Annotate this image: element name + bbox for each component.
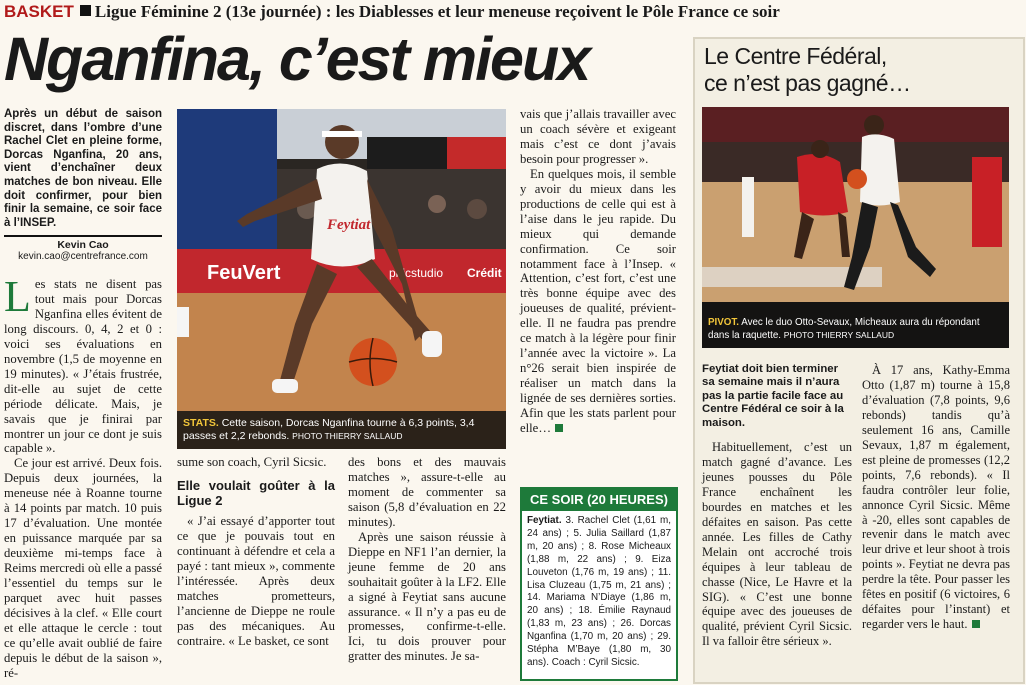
col2-paragraph-2: « J’ai essayé d’apporter tout ce que je pouvais tout en continuant à défendre et cela a payé : tant mieux », commente l’intéressée. Après deux matches prometteurs, l’ancienne de Dieppe ne roule pas des mécaniques. Au contraire. « Le basket, ce sont bbox=[177, 513, 335, 648]
subheading: Elle voulait goûter à la Ligue 2 bbox=[177, 477, 335, 508]
ce-soir-title: CE SOIR (20 HEURES) bbox=[522, 489, 676, 511]
jersey-text: Feytiat bbox=[327, 217, 371, 233]
ce-soir-box bbox=[520, 487, 678, 681]
lead-paragraph: Après un début de saison discret, dans l’ombre d’une Rachel Clet en pleine forme, Dorcas Nganfina, 20 ans, vient d’enchaîner deux matches de bon niveau. Elle doit confirmer, pour bien finir la semaine, ce soir face à l’INSEP. bbox=[4, 108, 162, 229]
sidebar-col2-paragraph bbox=[862, 363, 1010, 632]
photo2-caption-label: PIVOT. bbox=[708, 317, 740, 328]
col3-paragraph-1: des bons et des mauvais matches », assure-t-elle au moment de commenter sa saison (5,8 d’évaluation en 22 minutes). bbox=[348, 455, 506, 529]
sign-credit: Crédit bbox=[467, 266, 502, 280]
drop-cap: L bbox=[4, 272, 31, 321]
sidebar-lead: Feytiat doit bien terminer sa semaine mais il n’aura pas la partie facile face au Centre Fédéral ce soir à la maison. bbox=[702, 363, 844, 429]
sidebar-title-line-1: Le Centre Fédéral, bbox=[704, 43, 887, 69]
author-name: Kevin Cao bbox=[57, 239, 109, 251]
photo-pivot bbox=[702, 107, 1009, 348]
sign-feuvert: FeuVert bbox=[207, 262, 281, 284]
sidebar-end-mark bbox=[972, 620, 980, 628]
photo-caption bbox=[183, 417, 500, 443]
caption-text: Cette saison, Dorcas Nganfina tourne à 6,3 points, 3,4 passes et 2,2 rebonds. bbox=[183, 417, 475, 442]
sidebar-col2-text: À 17 ans, Kathy-Emma Otto (1,87 m) tourne à 15,8 d’évaluation (7,8 points, 9,6 rebonds) tandis qu’à seulement 16 ans, Camille Sevaux, 1,87 m également, est pleine de promesses (12,2 points, 7,6 rebonds). « Il faudra contrôler leur folie, annonce Cyril Sicsic. Même à -20, elles sont capables de revenir dans le match avec leur drive et leur shoot à trois points ». Feytiat ne devra pas perdre la tête. Pour passer les fêtes en positif (6 victoires, 6 défaites pour l’instant) et regarder vers le haut. bbox=[862, 363, 1010, 632]
sidebar-col1-paragraph: Habituellement, c’est un match gagné d’avance. Les jeunes pousses du Pôle France enchaînent les bourdes en matches et les défaites en saison. Pas cette année. Les filles de Cathy Melain ont accroché trois équipes à leur tableau de chasse (Nice, Le Havre et la SIG). « C’est une bonne équipe avec des joueuses de qualité, prévient Cyril Sicsic. Il va falloir être sérieux ». bbox=[702, 440, 852, 649]
photo2-illustration bbox=[702, 107, 1009, 348]
article-column-3 bbox=[348, 455, 506, 664]
photo2-caption-text: Avec le duo Otto-Sevaux, Micheaux aura du répondant dans la raquette. bbox=[708, 317, 980, 341]
kicker-title: Ligue Féminine 2 (13e journée) : les Diablesses et leur meneuse reçoivent le Pôle France ce soir bbox=[94, 2, 780, 21]
author-rule bbox=[4, 235, 162, 237]
ce-soir-team: Feytiat. bbox=[527, 515, 562, 526]
sidebar-title-line-2: ce n’est pas gagné… bbox=[704, 70, 911, 96]
ce-soir-coach: Coach : Cyril Sicsic. bbox=[551, 656, 640, 668]
author-email[interactable]: kevin.cao@centrefrance.com bbox=[18, 251, 148, 262]
headline: Nganfina, c’est mieux bbox=[4, 25, 590, 93]
col1-paragraph-1: es stats ne disent pas tout mais pour Dorcas Nganfina elles évitent de long discours. 0, 4, 2 et 0 : voici ses évaluations en novembre (1,5 de moyenne en 19 minutes). « J’étais frustrée, dit-elle au sujet de cette période délicate. Mais, je savais que je finirai par montrer un jour ce dont je suis capable ». bbox=[4, 277, 162, 456]
sign-phicstudio: phicstudio bbox=[389, 266, 444, 280]
article-column-1 bbox=[4, 272, 162, 681]
ce-soir-roster: 3. Rachel Clet (1,61 m, 24 ans) ; 5. Julia Saillard (1,87 m, 20 ans) ; 8. Rose Micheaux (1,88 m, 22 ans) ; 9. Eiza Louveton (1,76 m, 19 ans) ; 11. Lisa Cluzeau (1,75 m, 21 ans) ; 14. Mariama N’Diaye (1,86 m, 20 ans) ; 18. Émilie Raynaud (1,83 m, 23 ans) ; 26. Dorcas Nganfina (1,70 m, 20 ans) ; 29. Stépha M’Baye (1,80 m, 30 ans). bbox=[527, 515, 671, 668]
sidebar-column-2 bbox=[862, 363, 1010, 632]
photo2-caption bbox=[708, 316, 1003, 342]
article-column-4 bbox=[520, 107, 676, 436]
article-column-2 bbox=[177, 455, 335, 649]
caption-label: STATS. bbox=[183, 417, 219, 429]
col4-paragraph-2-text: En quelques mois, il semble y avoir du mieux dans les productions de celle qui est à l’aise dans le jeu rapide. Du mieux qui demande confirmation. Ce soir notamment face à l’Insep. « Attention, c’est fort, c’est une très bonne équipe avec des joueuses de qualité, prévient-elle. Il ne faudra pas prendre ce match à la légère pour finir l’année avec la victoire ». La n°26 serait bien inspirée de réaliser un match dans la lignée de ses dernières sorties. Afin que les stats parlent pour elle… bbox=[520, 166, 676, 436]
ce-soir-body bbox=[522, 511, 676, 674]
byline bbox=[4, 239, 162, 263]
end-mark bbox=[555, 424, 563, 432]
section-label: BASKET bbox=[4, 2, 74, 21]
photo-illustration bbox=[177, 109, 506, 449]
col4-paragraph-2 bbox=[520, 167, 676, 436]
photo-nganfina bbox=[177, 109, 506, 449]
photo2-credit: PHOTO THIERRY SALLAUD bbox=[783, 330, 895, 340]
col3-paragraph-2: Après une saison réussie à Dieppe en NF1 l’an dernier, la jeune femme de 20 ans souhaitait goûter à la LF2. Elle a signé à Feytiat sans aucune assurance. « Il n’y a pas eu de promesses, confirme-t-elle. Ici, tu dois prouver pour gratter des minutes. Je sa- bbox=[348, 529, 506, 664]
col4-paragraph-1: vais que j’allais travailler avec un coach sévère et exigeant mais c’est ce dont j’avais besoin pour progresser ». bbox=[520, 107, 676, 166]
sidebar-title bbox=[704, 43, 911, 97]
col2-paragraph-1: sume son coach, Cyril Sicsic. bbox=[177, 455, 327, 469]
photo-credit: PHOTO THIERRY SALLAUD bbox=[292, 431, 403, 441]
kicker-square bbox=[80, 5, 91, 16]
kicker bbox=[4, 2, 780, 22]
sidebar-column-1 bbox=[702, 440, 852, 649]
col1-paragraph-2: Ce jour est arrivé. Deux fois. Depuis deux journées, la meneuse née à Roanne tourne à 14 points par match. 10 puis 17 d’évaluation. Une montée en puissance marquée par sa deuxième mi-temps face à Reims mercredi où elle a passé l’essentiel du temps sur le parquet avec huit passes décisives à la clef. « Elle court et elle attaque le cercle : tout ce qu’elle avait oublié de faire depuis le début de la saison », ré- bbox=[4, 456, 162, 680]
